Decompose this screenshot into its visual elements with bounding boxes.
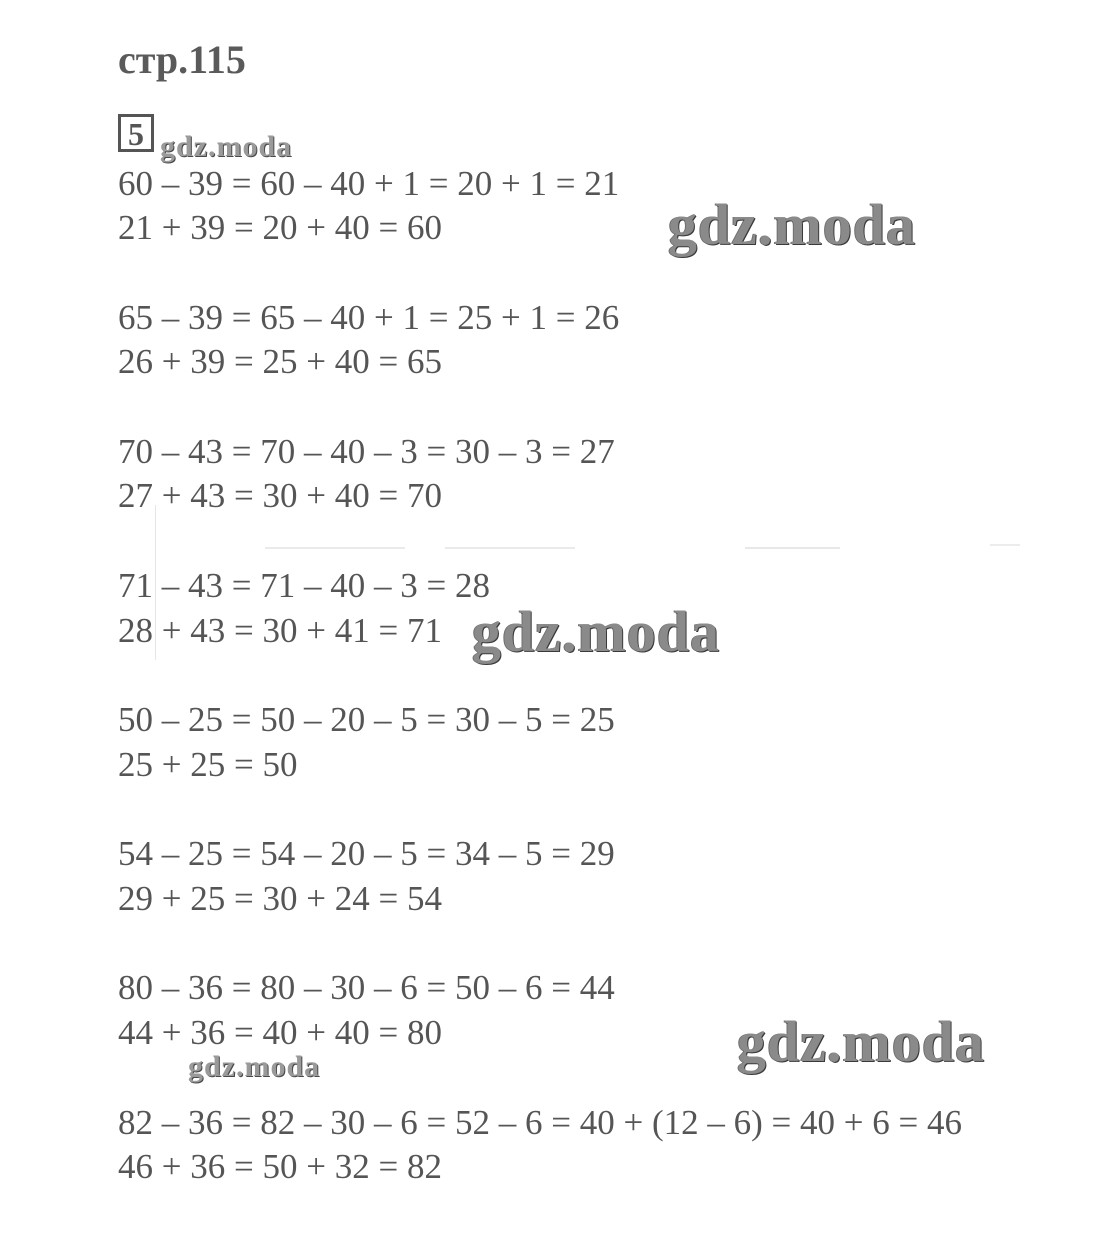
equation-line: 21 + 39 = 20 + 40 = 60 bbox=[118, 208, 442, 247]
equation-line: 80 – 36 = 80 – 30 – 6 = 50 – 6 = 44 bbox=[118, 968, 615, 1007]
equation-line: 50 – 25 = 50 – 20 – 5 = 30 – 5 = 25 bbox=[118, 700, 615, 739]
watermark: gdz.moda bbox=[472, 599, 721, 664]
watermark: gdz.moda bbox=[668, 192, 917, 257]
equation-line: 28 + 43 = 30 + 41 = 71 bbox=[118, 611, 442, 650]
equation-line: 46 + 36 = 50 + 32 = 82 bbox=[118, 1147, 442, 1186]
task-number-box: 5 bbox=[118, 114, 154, 152]
watermark: gdz.moda bbox=[160, 130, 293, 163]
equation-line: 25 + 25 = 50 bbox=[118, 745, 298, 784]
watermark: gdz.moda bbox=[737, 1009, 986, 1074]
watermark: gdz.moda bbox=[188, 1050, 321, 1083]
equation-line: 82 – 36 = 82 – 30 – 6 = 52 – 6 = 40 + (12 – 6) = 40 + 6 = 46 bbox=[118, 1103, 962, 1142]
equation-line: 65 – 39 = 65 – 40 + 1 = 25 + 1 = 26 bbox=[118, 298, 620, 337]
equation-line: 54 – 25 = 54 – 20 – 5 = 34 – 5 = 29 bbox=[118, 834, 615, 873]
equation-line: 60 – 39 = 60 – 40 + 1 = 20 + 1 = 21 bbox=[118, 164, 620, 203]
equation-line: 44 + 36 = 40 + 40 = 80 bbox=[118, 1013, 442, 1052]
equation-line: 26 + 39 = 25 + 40 = 65 bbox=[118, 342, 442, 381]
page-heading: стр.115 bbox=[118, 37, 246, 82]
equation-line: 71 – 43 = 71 – 40 – 3 = 28 bbox=[118, 566, 490, 605]
equation-line: 29 + 25 = 30 + 24 = 54 bbox=[118, 879, 442, 918]
equation-line: 27 + 43 = 30 + 40 = 70 bbox=[118, 476, 442, 515]
equation-line: 70 – 43 = 70 – 40 – 3 = 30 – 3 = 27 bbox=[118, 432, 615, 471]
